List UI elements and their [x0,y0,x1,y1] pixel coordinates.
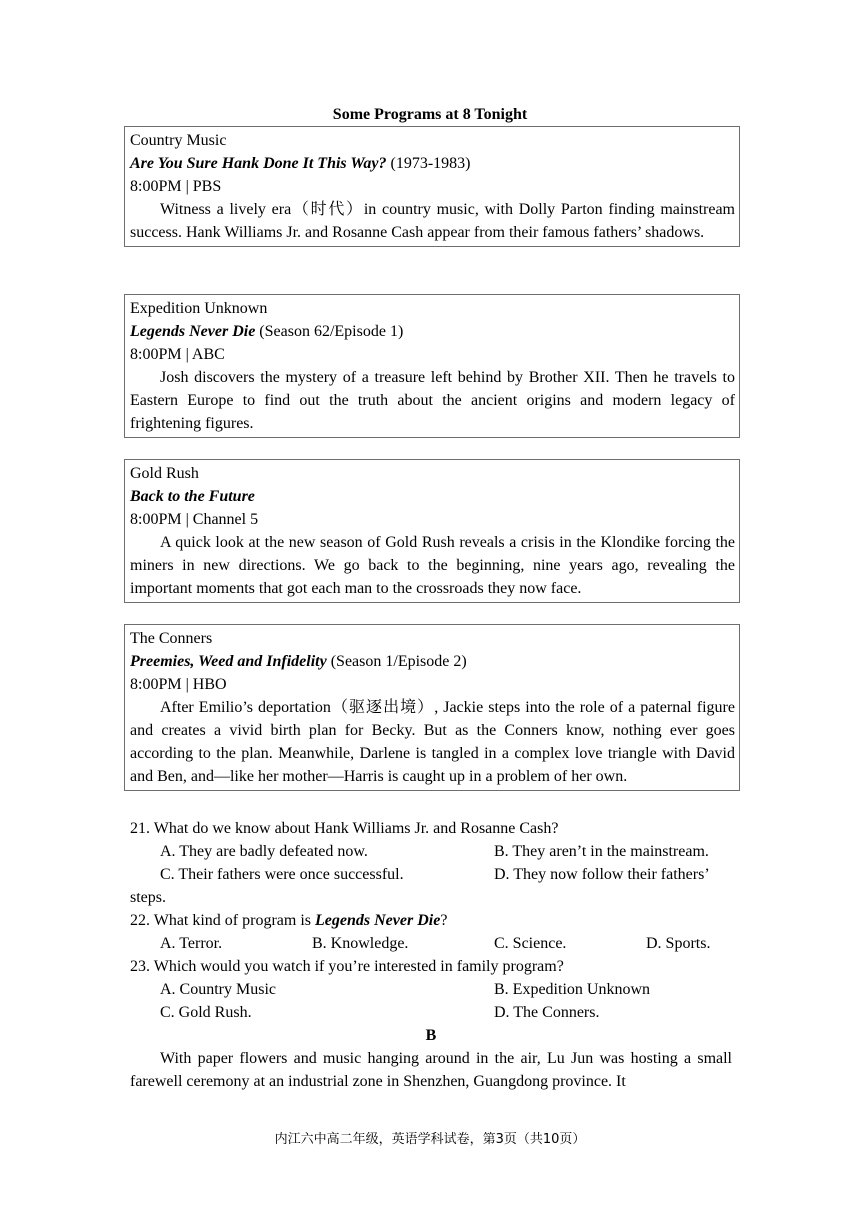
question-23-option-b: B. Expedition Unknown [494,981,650,998]
program-time-channel: 8:00PM | ABC [130,346,225,363]
section-b-passage: With paper flowers and music hanging around in the air, Lu Jun was hosting a small farewell ceremony at an industrial zone in Shenzhen, Guangdong province. It [130,1050,732,1090]
question-22-option-b: B. Knowledge. [312,935,409,952]
program-episode-info: (Season 62/Episode 1) [255,323,404,340]
program-box-gold-rush [124,459,740,603]
program-show-name: Expedition Unknown [130,300,268,317]
program-time-channel: 8:00PM | HBO [130,676,227,693]
question-block [130,817,732,1093]
question-22-option-d: D. Sports. [646,935,711,952]
program-description: Josh discovers the mystery of a treasure left behind by Brother XII. Then he travels to Eastern Europe to find out the truth about the ancient origins and modern legacy of frightening figures. [130,369,735,432]
program-description: After Emilio’s deportation（驱逐出境）, Jackie steps into the role of a paternal figure and creates a vivid birth plan for Becky. But as the Conners know, nothing ever goes according to the plan. Meanwhile, Darlene is tangled in a complex love triangle with David and Ben, and—like her mother—Harris is caught up in a problem of her own. [130,699,735,785]
question-23-options-row-1 [130,978,732,1001]
program-episode-title: Are You Sure Hank Done It This Way? [130,155,387,172]
program-box-country-music [124,126,740,247]
program-episode-title: Back to the Future [130,488,255,505]
question-21-option-d: D. They now follow their fathers’ [494,866,710,883]
question-22-option-c: C. Science. [494,935,567,952]
program-episode-info: (Season 1/Episode 2) [326,653,467,670]
question-21-option-b: B. They aren’t in the mainstream. [494,843,709,860]
program-title-line [130,485,735,508]
question-23-options-row-2 [130,1001,732,1024]
page-heading: Some Programs at 8 Tonight [332,106,528,123]
program-show-name: Country Music [130,132,227,149]
question-22-program-name: Legends Never Die [315,912,441,929]
question-22-stem-text: 22. What kind of program is [130,912,316,929]
question-22-options-row [130,932,732,955]
question-21-options-row-1 [130,840,732,863]
question-23-option-d: D. The Conners. [494,1004,600,1021]
program-title-line [130,650,735,673]
program-time-channel: 8:00PM | PBS [130,178,222,195]
question-22-option-a: A. Terror. [160,935,223,952]
question-21-option-d-continued: steps. [130,889,166,906]
program-episode-title: Preemies, Weed and Infidelity [130,653,327,670]
program-title-line [130,320,735,343]
question-21-option-c: C. Their fathers were once successful. [160,866,404,883]
program-title-line [130,152,735,175]
program-episode-title: Legends Never Die [130,323,256,340]
question-21-options-row-2 [130,863,732,886]
program-box-the-conners [124,624,740,791]
question-22-stem [130,909,732,932]
question-21-stem: 21. What do we know about Hank Williams Jr. and Rosanne Cash? [130,820,559,837]
program-description: Witness a lively era（时代）in country music, with Dolly Parton finding mainstream success. Hank Williams Jr. and Rosanne Cash appear from their famous fathers’ shadows. [130,201,735,241]
program-time-channel: 8:00PM | Channel 5 [130,511,259,528]
question-21-option-a: A. They are badly defeated now. [160,843,368,860]
question-23-option-c: C. Gold Rush. [160,1004,252,1021]
question-22-stem-end: ? [440,912,448,929]
program-episode-info: (1973-1983) [386,155,471,172]
page-footer: 内江六中高二年级，英语学科试卷，第3页（共10页） [274,1132,586,1147]
question-23-stem: 23. Which would you watch if you’re interested in family program? [130,958,564,975]
question-23-option-a: A. Country Music [160,981,276,998]
program-box-expedition-unknown [124,294,740,438]
program-show-name: Gold Rush [130,465,199,482]
program-show-name: The Conners [130,630,213,647]
program-description: A quick look at the new season of Gold Rush reveals a crisis in the Klondike forcing the miners in new directions. We go back to the beginning, nine years ago, revealing the important moments that got each man to the crossroads they now face. [130,534,735,597]
section-b-label: B [425,1027,437,1044]
